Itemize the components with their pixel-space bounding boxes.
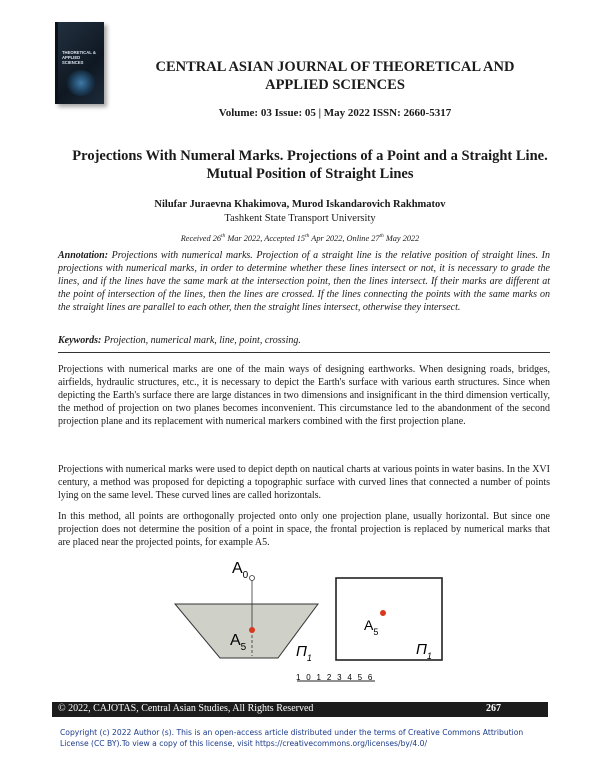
point-a-space bbox=[250, 576, 255, 581]
license-notice: Copyright (c) 2022 Author (s). This is an open-access article distributed under the terms of Creative Commons Attribution License (CC BY).To view a copy of this license, visit https://creativecommons.org/licenses/by/4.0/ bbox=[60, 728, 524, 748]
label-a5-right: $A_5$ bbox=[364, 617, 379, 637]
footer-bar bbox=[52, 702, 548, 717]
point-a5-right bbox=[380, 610, 386, 616]
cover-graphic bbox=[66, 70, 96, 96]
cover-title: THEORETICAL & APPLIED SCIENCES bbox=[62, 50, 96, 65]
body-paragraph-2: Projections with numerical marks were used to depict depth on nautical charts at various points in water basins. In the XVI century, a method was proposed for depicting a topographic surface with curved lines that connected a number of points lying on the same level. These curved lines are called horizontals. bbox=[58, 464, 550, 501]
section-divider bbox=[58, 352, 550, 353]
label-a5-left: $A_5$ bbox=[230, 632, 247, 653]
label-a: $A_0$ bbox=[232, 560, 249, 581]
label-p1-left: $П_1$ bbox=[296, 643, 312, 663]
annotation bbox=[58, 249, 550, 314]
body-paragraph-3: In this method, all points are orthogonally projected onto only one projection plane, usually horizontal. But since one projection does not determine the position of a point in space, the frontal projection is replaced by numerical marks that are placed near the projected points, for example A5. bbox=[58, 511, 550, 548]
affiliation: Tashkent State Transport University bbox=[224, 213, 376, 224]
page-number: 267 bbox=[486, 703, 501, 714]
journal-cover-image bbox=[55, 22, 104, 104]
keywords-text: Projection, numerical mark, line, point, crossing. bbox=[101, 335, 301, 346]
footer-rights: © 2022, CAJOTAS, Central Asian Studies, All Rights Reserved bbox=[58, 703, 314, 714]
body-paragraph-1: Projections with numerical marks are one of the main ways of designing earthworks. When designing roads, bridges, airfields, hydraulic structures, etc., it is necessary to depict the Earth's surface with various earth structures. Since when depicting the Earth's surface there are large distances in two dimensions and insignificant in the third dimension vertically, the method of projection on two planes becomes inconvenient. This circumstance led to the abandonment of the second projection plane and its replacement with numerical markers combined with the first projection plane. bbox=[58, 364, 550, 427]
keywords-label: Keywords: bbox=[58, 335, 102, 346]
annotation-text: Projections with numerical marks. Projection of a straight line is the relative position of straight lines. In projections with numerical marks, in order to determine whether these lines intersect or not, it is necessary to grade the lines, and if the lines have the same mark at the intersection point, then the lines intersect. If their marks are different at the point of intersection of the lines, then the lines are crossed. If the lines connecting the points with the same marks on the straight lines are parallel to each other, then the straight lines intersect, otherwise they intersect. bbox=[58, 250, 550, 314]
authors: Nilufar Juraevna Khakimova, Murod Iskandarovich Rakhmatov bbox=[154, 199, 446, 210]
journal-name: CENTRAL ASIAN JOURNAL OF THEORETICAL AND APPLIED SCIENCES bbox=[155, 59, 515, 93]
keywords bbox=[58, 335, 550, 346]
issue-line: Volume: 03 Issue: 05 | May 2022 ISSN: 2660-5317 bbox=[218, 107, 452, 119]
article-dates: Received 26th Mar 2022, Accepted 15th Apr 2022, Online 27th May 2022 bbox=[180, 233, 420, 243]
projection-figure bbox=[170, 556, 450, 696]
article-title: Projections With Numeral Marks. Projections of a Point and a Straight Line. Mutual Position of Straight Lines bbox=[72, 148, 548, 182]
label-p1-right: $П_1$ bbox=[416, 641, 432, 661]
scale-labels: 1 0 1 2 3 4 5 6 bbox=[296, 673, 375, 682]
annotation-label: Annotation: bbox=[58, 250, 109, 261]
point-a5-projection bbox=[249, 627, 255, 633]
